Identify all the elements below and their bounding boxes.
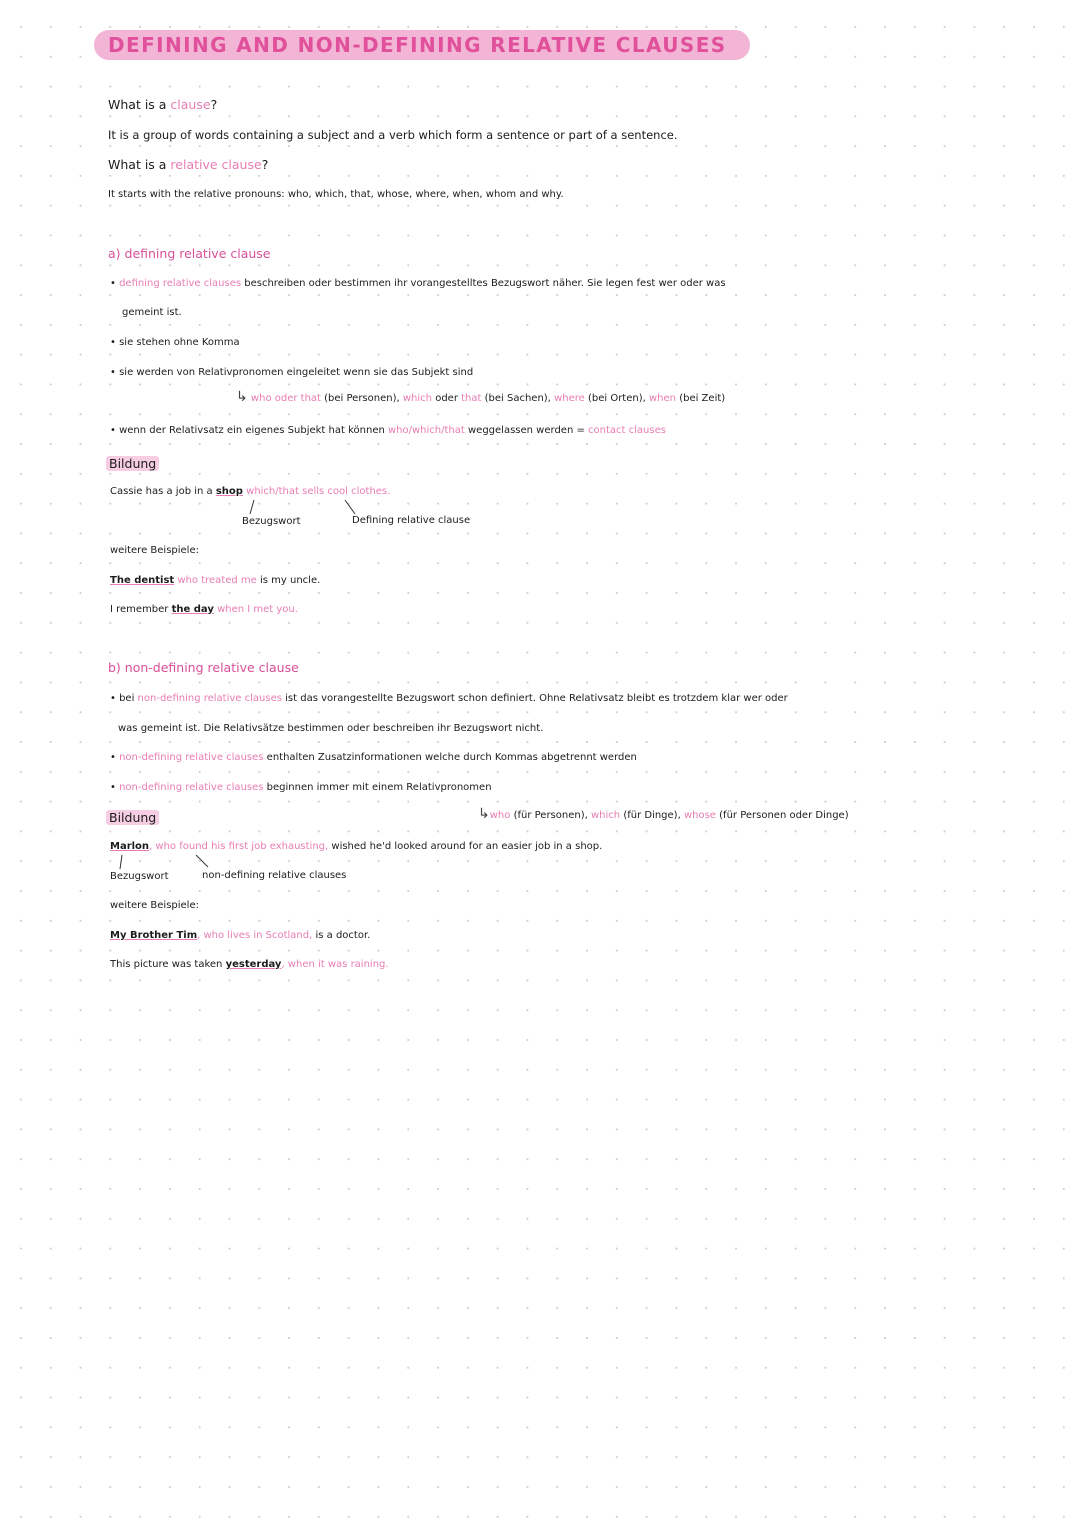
a-point-4: • wenn der Relativsatz ein eigenes Subjekt hat können who/which/that weggelassen werden = contact clauses — [110, 425, 666, 436]
question-text: What is a — [108, 97, 167, 112]
a-example-2 — [110, 575, 320, 586]
a-point-4-mid: weggelassen werden = — [468, 425, 585, 436]
b-point-1-cont: was gemeint ist. Die Relativsätze bestimmen oder beschreiben ihr Bezugswort nicht. — [118, 723, 544, 734]
b-ex2-clause: , who lives in Scotland, — [197, 930, 313, 941]
term-defining: defining relative clauses — [119, 278, 242, 289]
b-example-clause: , who found his first job exhausting, — [149, 841, 329, 852]
question-relative-clause — [108, 157, 268, 172]
term-relative-clause: relative clause — [170, 157, 262, 172]
more-examples-a: weitere Beispiele: — [110, 545, 199, 556]
bildung-label-b: Bildung — [106, 810, 159, 825]
term-non-defining: non-defining relative clauses — [137, 693, 282, 704]
b-point-1-text: ist das vorangestellte Bezugswort schon definiert. Ohne Relativsatz bleibt es trotzdem klar wer oder — [285, 693, 788, 704]
a-ex2-antecedent: The dentist — [110, 575, 175, 586]
a-ex3-clause: when I met you. — [217, 604, 298, 615]
a-point-1: • defining relative clauses beschreiben oder bestimmen ihr vorangestelltes Bezugswort näher. Sie legen fest wer oder was — [110, 278, 726, 289]
b-pronoun-list — [478, 806, 849, 822]
answer-clause: It is a group of words containing a subject and a verb which form a sentence or part of a sentence. — [108, 128, 678, 142]
pron-note: (bei Zeit) — [679, 393, 726, 404]
pron-note: (für Personen), — [513, 810, 588, 821]
section-b-heading: b) non-defining relative clause — [108, 660, 299, 675]
b-ex3-antecedent: yesterday — [225, 959, 282, 970]
pron-where: where — [554, 393, 585, 404]
pron-whose: whose — [683, 810, 716, 821]
term-clause: clause — [170, 97, 211, 112]
pron-note: (bei Sachen), — [484, 393, 551, 404]
section-a-heading: a) defining relative clause — [108, 246, 271, 261]
pron-who-that: who oder that — [250, 393, 321, 404]
question-clause — [108, 97, 217, 112]
b-point-2-text: enthalten Zusatzinformationen welche durch Kommas abgetrennt werden — [266, 752, 637, 763]
more-examples-b: weitere Beispiele: — [110, 900, 199, 911]
a-example-3 — [110, 604, 298, 615]
pron-note: (bei Orten), — [587, 393, 646, 404]
b-point-2: • non-defining relative clauses enthalten Zusatzinformationen welche durch Kommas abgetrennt werden — [110, 752, 637, 763]
bildung-label-a: Bildung — [106, 456, 159, 471]
a-point-4-text: wenn der Relativsatz ein eigenes Subjekt hat können — [119, 425, 385, 436]
label-bezugswort: Bezugswort — [242, 516, 301, 527]
a-point-3: • sie werden von Relativpronomen eingeleitet wenn sie das Subjekt sind — [110, 367, 474, 378]
b-ex3-pre: This picture was taken — [110, 959, 223, 970]
term-non-defining: non-defining relative clauses — [119, 752, 264, 763]
arrow-icon: ↳ — [478, 806, 490, 822]
pron-list: who/which/that — [388, 425, 465, 436]
b-example — [110, 841, 602, 852]
a-point-2-text: sie stehen ohne Komma — [119, 337, 240, 348]
a-ex3-antecedent: the day — [171, 604, 214, 615]
a-example — [110, 486, 390, 497]
pron-oder: oder — [435, 393, 458, 404]
pron-which: which — [402, 393, 433, 404]
b-point-1: • bei non-defining relative clauses ist das vorangestellte Bezugswort schon definiert. Ohne Relativsatz bleibt es trotzdem klar wer oder — [110, 693, 788, 704]
term-non-defining: non-defining relative clauses — [119, 782, 264, 793]
a-point-1-text: beschreiben oder bestimmen ihr vorangestelltes Bezugswort näher. Sie legen fest wer oder was — [244, 278, 726, 289]
b-example-end: wished he'd looked around for an easier job in a shop. — [331, 841, 603, 852]
pron-when: when — [649, 393, 677, 404]
a-pronoun-list — [236, 389, 725, 405]
a-example-antecedent: shop — [215, 486, 243, 497]
b-ex3-clause: , when it was raining. — [281, 959, 389, 970]
a-point-2: • sie stehen ohne Komma — [110, 337, 240, 348]
b-example-antecedent: Marlon — [110, 841, 150, 852]
pron-which: which — [590, 810, 621, 821]
a-example-clause: which/that sells cool clothes. — [246, 486, 391, 497]
a-ex2-end: is my uncle. — [260, 575, 321, 586]
b-ex2-antecedent: My Brother Tim — [110, 930, 198, 941]
b-ex2-end: is a doctor. — [315, 930, 371, 941]
answer-relative-clause: It starts with the relative pronouns: who, which, that, whose, where, when, whom and why. — [108, 189, 564, 200]
b-point-1-pre: bei — [119, 693, 135, 704]
page-title: DEFINING AND NON-DEFINING RELATIVE CLAUSES — [108, 33, 727, 57]
label-defining-clause: Defining relative clause — [352, 515, 471, 526]
a-ex2-clause: who treated me — [177, 575, 257, 586]
pron-note: (bei Personen), — [324, 393, 400, 404]
term-contact-clauses: contact clauses — [588, 425, 666, 436]
annotation-lines — [110, 853, 230, 871]
question-mark: ? — [210, 97, 218, 112]
b-point-3: • non-defining relative clauses beginnen immer mit einem Relativpronomen — [110, 782, 492, 793]
pron-that: that — [461, 393, 482, 404]
question-mark: ? — [261, 157, 269, 172]
b-example-2 — [110, 930, 370, 941]
pron-who: who — [489, 810, 511, 821]
a-point-1-cont: gemeint ist. — [122, 307, 182, 318]
a-example-pre: Cassie has a job in a — [110, 486, 213, 497]
b-example-3 — [110, 959, 389, 970]
arrow-icon: ↳ — [236, 389, 248, 405]
pron-note: (für Dinge), — [623, 810, 681, 821]
label-non-defining-clauses: non-defining relative clauses — [202, 870, 347, 881]
b-point-3-text: beginnen immer mit einem Relativpronomen — [266, 782, 492, 793]
label-bezugswort: Bezugswort — [110, 871, 169, 882]
a-point-3-text: sie werden von Relativpronomen eingeleitet wenn sie das Subjekt sind — [119, 367, 474, 378]
pron-note: (für Personen oder Dinge) — [719, 810, 849, 821]
question-text: What is a — [108, 157, 167, 172]
a-ex3-pre: I remember — [110, 604, 169, 615]
